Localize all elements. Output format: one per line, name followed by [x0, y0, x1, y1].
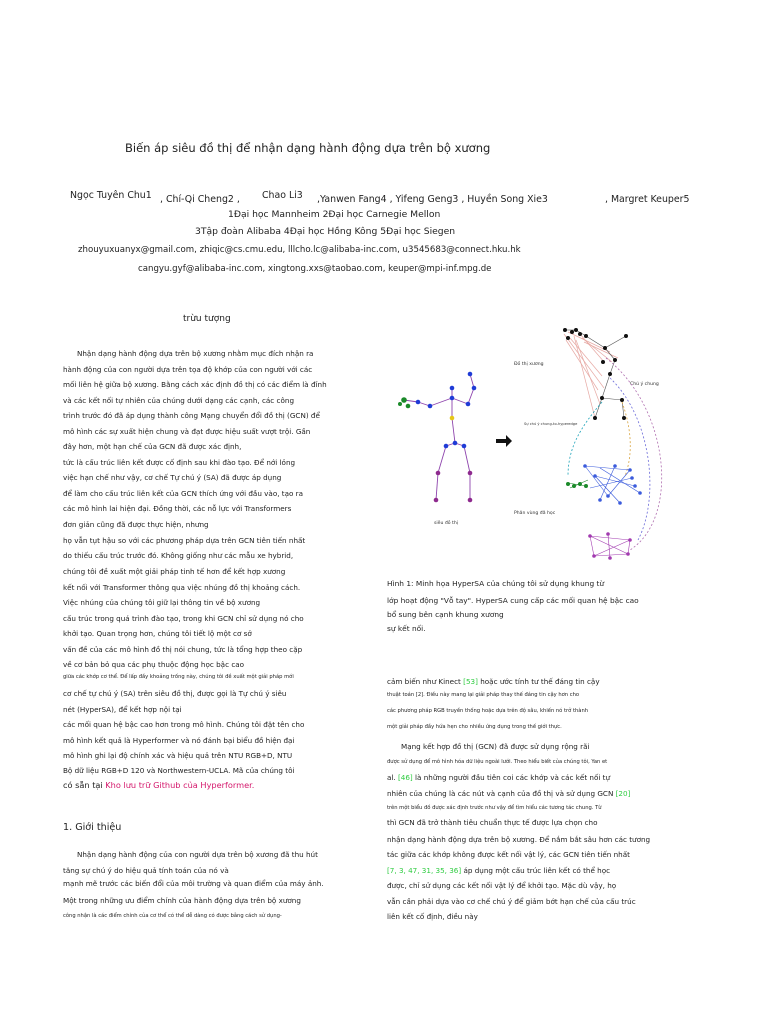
abstract-line: hành động của con người dựa trên tọa độ khớp của con người với các	[63, 365, 313, 374]
right-tiny-4: được sử dụng để mô hình hóa dữ liệu ngoài lưới. Theo hiểu biết của chúng tôi, Yan et	[387, 759, 608, 765]
abstract-line: nét (HyperSA), để kết hợp nội tại	[63, 705, 182, 714]
abstract-heading: trừu tượng	[183, 314, 231, 324]
right-line-nodes-text: nhiên của chúng là các nút và cạnh của đồ thị và sử dụng GCN	[387, 789, 616, 798]
emails-2: cangyu.gyf@alibaba-inc.com, xingtong.xxs@taobao.com, keuper@mpi-inf.mpg.de	[138, 264, 492, 274]
code-availability	[63, 780, 254, 790]
intro-tiny-line: công nhận là các điểm chính của cơ thể có thể dễ dàng có được bằng cách sử dụng-	[63, 913, 282, 919]
figure-caption-line-1: Hình 1: Minh họa HyperSA của chúng tôi sử dụng khung từ	[387, 579, 605, 588]
abstract-line: do thiếu cấu trúc trước đó. Không giống như các mẫu xe hybrid,	[63, 551, 294, 560]
abstract-line: mô hình các sự xuất hiện chung và đạt được hiệu suất vượt trội. Gần	[63, 427, 311, 436]
abstract-line: Nhận dạng hành động dựa trên bộ xương nhằm mục đích nhận ra	[77, 349, 314, 358]
figure-caption-line-3: bổ sung bên cạnh khung xương	[387, 610, 504, 619]
abstract-line: khởi tạo. Quan trọng hơn, chúng tôi tiết lộ một cơ sở	[63, 629, 252, 638]
label-skeleton-graph: Đồ thị xương	[514, 362, 544, 367]
abstract-line: tức là cấu trúc liên kết được cố định sau khi đào tạo. Để nới lỏng	[63, 458, 296, 467]
right-line-al-suffix: là những người đầu tiên coi các khớp và các kết nối tự	[412, 773, 611, 782]
citation-link[interactable]: [20]	[615, 789, 631, 798]
right-para2-line-1: Mạng kết hợp đồ thị (GCN) đã được sử dụng rộng rãi	[401, 742, 590, 751]
abstract-line: cơ chế tự chú ý (SA) trên siêu đồ thị, được gọi là Tự chú ý siêu	[63, 689, 287, 698]
right-line-refs	[387, 867, 610, 874]
abstract-line: mô hình ghi lại độ chính xác và hiệu quả trên NTU RGB+D, NTU	[63, 751, 293, 760]
abstract-line: Việc nhúng của chúng tôi giữ lại thông tin về bộ xương	[63, 598, 261, 607]
abstract-line: các mô hình lai hiện đại. Đồng thời, các nỗ lực với Transformers	[63, 504, 292, 513]
author-2: , Chí-Qi Cheng2 ,	[160, 194, 240, 205]
right-line-rec: nhận dạng hành động dựa trên bộ xương. Để nắm bắt sâu hơn các tương	[387, 835, 651, 844]
figure-1	[390, 318, 690, 580]
abstract-line: đây hơn, một hạn chế của GCN đã được xác định,	[63, 442, 242, 451]
right-line-al	[387, 774, 610, 781]
section-heading-introduction: 1. Giới thiệu	[63, 822, 122, 833]
joint-attention-graph	[563, 328, 628, 420]
abstract-line: vấn đề của các mô hình đồ thị nói chung, tức là tổng hợp theo cặp	[63, 645, 303, 654]
author-4: ,Yanwen Fang4 , Yifeng Geng3 , Huyền Song Xie3	[317, 194, 548, 205]
right-line-van: vẫn cần phải dựa vào cơ chế chú ý để giảm bớt hạn chế của cấu trúc	[387, 897, 636, 906]
abstract-line: họ vẫn tụt hậu so với các phương pháp dựa trên GCN tiên tiến nhất	[63, 536, 306, 545]
abstract-line: các mối quan hệ bậc cao hơn trong mô hình. Chúng tôi đặt tên cho	[63, 720, 305, 729]
label-learned-partition: Phân vùng đã học	[514, 511, 556, 516]
right-line-dc: được, chỉ sử dụng các kết nối vật lý để khởi tạo. Mặc dù vậy, họ	[387, 881, 617, 890]
author-5: , Margret Keuper5	[605, 194, 690, 205]
abstract-line: trình trước đó đã áp dụng thành công Mạng chuyển đổi đồ thị (GCN) để	[63, 411, 320, 420]
right-line-lk: liên kết cố định, điều này	[387, 912, 478, 921]
label-hyperedge-attention: Sự chú ý chung-to-hyperedge	[524, 422, 578, 426]
abstract-line: và các kết nối tự nhiên của chúng dưới dạng các cạnh, các công	[63, 396, 295, 405]
intro-line-2: tăng sự chú ý do hiệu quả tính toán của nó và	[63, 866, 229, 875]
right-line-refs-suffix: áp dụng một cấu trúc liên kết có thể học	[461, 866, 611, 875]
right-tiny-2: các phương pháp RGB truyền thống hoặc dựa trên độ sâu, khiến nó trở thành	[387, 708, 589, 714]
citation-link[interactable]: [46]	[397, 773, 413, 782]
label-joint-attention: Chú ý chung	[630, 382, 659, 387]
figure-caption-line-4: sự kết nối.	[387, 624, 426, 633]
emails-1: zhouyuxuanyx@gmail.com, zhiqic@cs.cmu.edu, lllcho.lc@alibaba-inc.com, u3545683@connect.hku.hk	[78, 245, 521, 255]
paper-title: Biến áp siêu đồ thị để nhận dạng hành động dựa trên bộ xương	[125, 141, 491, 155]
figure-caption-line-2: lớp hoạt động "Vỗ tay". HyperSA cung cấp các mối quan hệ bậc cao	[387, 596, 639, 605]
right-line-1	[387, 678, 600, 685]
citation-links[interactable]: [7, 3, 47, 31, 35, 36]	[387, 866, 462, 875]
github-link[interactable]: Kho lưu trữ Github của Hyperformer.	[105, 780, 255, 790]
right-tiny-5: trên một biểu đồ được xác định trước như vậy để tìm hiểu các tương tác chung. Từ	[387, 805, 602, 811]
right-line-nodes	[387, 790, 630, 797]
abstract-line: mô hình kết quả là Hyperformer và nó đánh bại biểu đồ hiện đại	[63, 736, 295, 745]
author-3: Chao Li3	[262, 190, 303, 201]
code-prefix: có sẵn tại	[63, 780, 106, 790]
label-skeleton: siêu đồ thị	[434, 521, 459, 526]
author-1: Ngọc Tuyên Chu1	[70, 190, 152, 201]
abstract-line: để làm cho cấu trúc liên kết của GCN thích ứng với đầu vào, tạo ra	[63, 489, 304, 498]
abstract-line: cấu trúc trong quá trình đào tạo, trong khi GCN chỉ sử dụng nó cho	[63, 614, 304, 623]
right-line-1-suffix: hoặc ước tính tư thế đáng tin cậy	[477, 677, 600, 686]
abstract-line: kết nối với Transformer thông qua việc nhúng đồ thị khoảng cách.	[63, 583, 301, 592]
intro-line-4: Một trong những ưu điểm chính của hành động dựa trên bộ xương	[63, 896, 301, 905]
abstract-line: việc hạn chế như vậy, cơ chế Tự chú ý (SA) đã được áp dụng	[63, 473, 282, 482]
abstract-line: đơn giản cũng đã được thực hiện, nhưng	[63, 520, 209, 529]
affiliation-1: 1Đại học Mannheim 2Đại học Carnegie Mellon	[228, 209, 441, 220]
intro-line-1: Nhận dạng hành động của con người dựa trên bộ xương đã thu hút	[77, 850, 318, 859]
right-line-al-prefix: al.	[387, 773, 398, 782]
right-line-tac: tác giữa các khớp không được kết nối vật lý, các GCN tiên tiến nhất	[387, 850, 630, 859]
right-tiny-3: một giải pháp đầy hứa hẹn cho nhiều ứng dụng trong thế giới thực.	[387, 724, 562, 730]
affiliation-2: 3Tập đoàn Alibaba 4Đại học Hồng Kông 5Đại học Siegen	[195, 226, 456, 237]
hypergraph-clusters	[566, 464, 642, 560]
abstract-line: Bộ dữ liệu RGB+D 120 và Northwestern-UCLA. Mã của chúng tôi	[63, 766, 295, 775]
arrow-icon	[496, 435, 512, 447]
abstract-tiny-line: giữa các khớp cơ thể. Để lấp đầy khoảng trống này, chúng tôi đề xuất một giải pháp mới	[63, 674, 294, 680]
citation-link[interactable]: [53]	[463, 677, 478, 686]
abstract-line: chúng tôi đề xuất một giải pháp tinh tế hơn để kết hợp xương	[63, 567, 286, 576]
right-line-1-text: cảm biến như Kinect	[387, 677, 464, 686]
right-line-gcn: thì GCN đã trở thành tiêu chuẩn thực tế được lựa chọn cho	[387, 818, 598, 827]
skeleton-graph	[404, 374, 474, 500]
abstract-line: về cơ bản bỏ qua các phụ thuộc động học bậc cao	[63, 660, 245, 669]
right-tiny-1: thuật toán [2]. Điều này mang lại giải pháp thay thế đáng tin cậy hơn cho	[387, 692, 580, 698]
abstract-line: mối liên hệ giữa bộ xương. Bằng cách xác định đồ thị có các điểm là đỉnh	[63, 380, 327, 389]
intro-line-3: mạnh mẽ trước các biến đổi của môi trường và quan điểm của máy ảnh.	[63, 879, 324, 888]
